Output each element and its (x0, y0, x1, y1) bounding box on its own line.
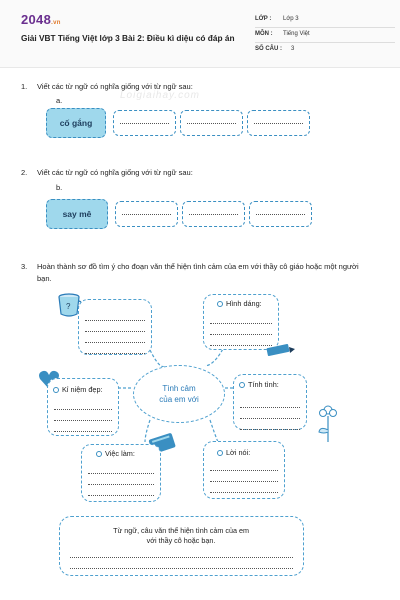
expressions-line-1: Từ ngữ, câu văn thể hiện tình cảm của em (113, 526, 249, 535)
question-number: 1. (21, 82, 28, 91)
meta-value: Lớp 3 (283, 16, 299, 22)
meta-key: LỚP : (255, 16, 272, 22)
appearance-label: Hình dáng: (217, 299, 262, 308)
meta-key: MÔN : (255, 31, 273, 37)
mindmap-box-blank[interactable] (78, 299, 152, 355)
logo-tld: .vn (51, 20, 61, 26)
pin-icon (217, 301, 223, 307)
center-line-2: của em với (159, 395, 199, 404)
svg-text:?: ? (66, 302, 71, 311)
answer-box[interactable] (249, 201, 312, 227)
site-logo[interactable] (21, 12, 61, 27)
answer-box[interactable] (180, 110, 243, 136)
question-number: 3. (21, 262, 28, 271)
connector-line (210, 420, 218, 442)
meta-key: SỐ CÂU : (255, 46, 282, 52)
question-text: Viết các từ ngữ có nghĩa giống với từ ngữ sau: (37, 82, 193, 91)
question-text-continued: bạn. (37, 274, 52, 283)
document-header (0, 0, 400, 68)
pin-icon (96, 451, 102, 457)
pin-icon (53, 387, 59, 393)
expressions-line-2: với thầy cô hoặc bạn. (146, 536, 216, 545)
memories-label: Kỉ niệm đẹp: (53, 385, 103, 394)
actions-label: Việc làm: (96, 449, 135, 458)
center-line-1: Tình cảm (162, 384, 196, 393)
watermark: Loigiaihay.com (120, 90, 200, 101)
personality-label: Tính tình: (239, 380, 279, 389)
sub-label: a. (56, 96, 63, 105)
logo-main: 2048 (21, 12, 52, 27)
pin-icon (217, 450, 223, 456)
answer-box[interactable] (113, 110, 176, 136)
words-label: Lời nói: (217, 448, 250, 457)
mindmap-box-expressions[interactable] (59, 516, 304, 576)
answer-box[interactable] (115, 201, 178, 227)
question-number: 2. (21, 168, 28, 177)
flower-icon (316, 402, 340, 442)
document-title: Giải VBT Tiếng Việt lớp 3 Bài 2: Điều kì diệu có đáp án (21, 33, 235, 43)
pin-icon (239, 382, 245, 388)
question-text: Hoàn thành sơ đồ tìm ý cho đoạn văn thể hiện tình cảm của em với thầy cô giáo hoặc một người (37, 262, 359, 271)
target-word-box: cố gắng (46, 108, 106, 138)
question-text: Viết các từ ngữ có nghĩa giống với từ ngữ sau: (37, 168, 193, 177)
mindmap-center (133, 365, 225, 423)
crayon-icon (265, 343, 295, 357)
meta-value: Tiếng Việt (283, 31, 310, 37)
sub-label: b. (56, 183, 63, 192)
meta-value: 3 (291, 46, 295, 52)
target-word-box: say mê (46, 199, 108, 229)
connector-line (150, 350, 165, 367)
answer-box[interactable] (182, 201, 245, 227)
answer-box[interactable] (247, 110, 310, 136)
